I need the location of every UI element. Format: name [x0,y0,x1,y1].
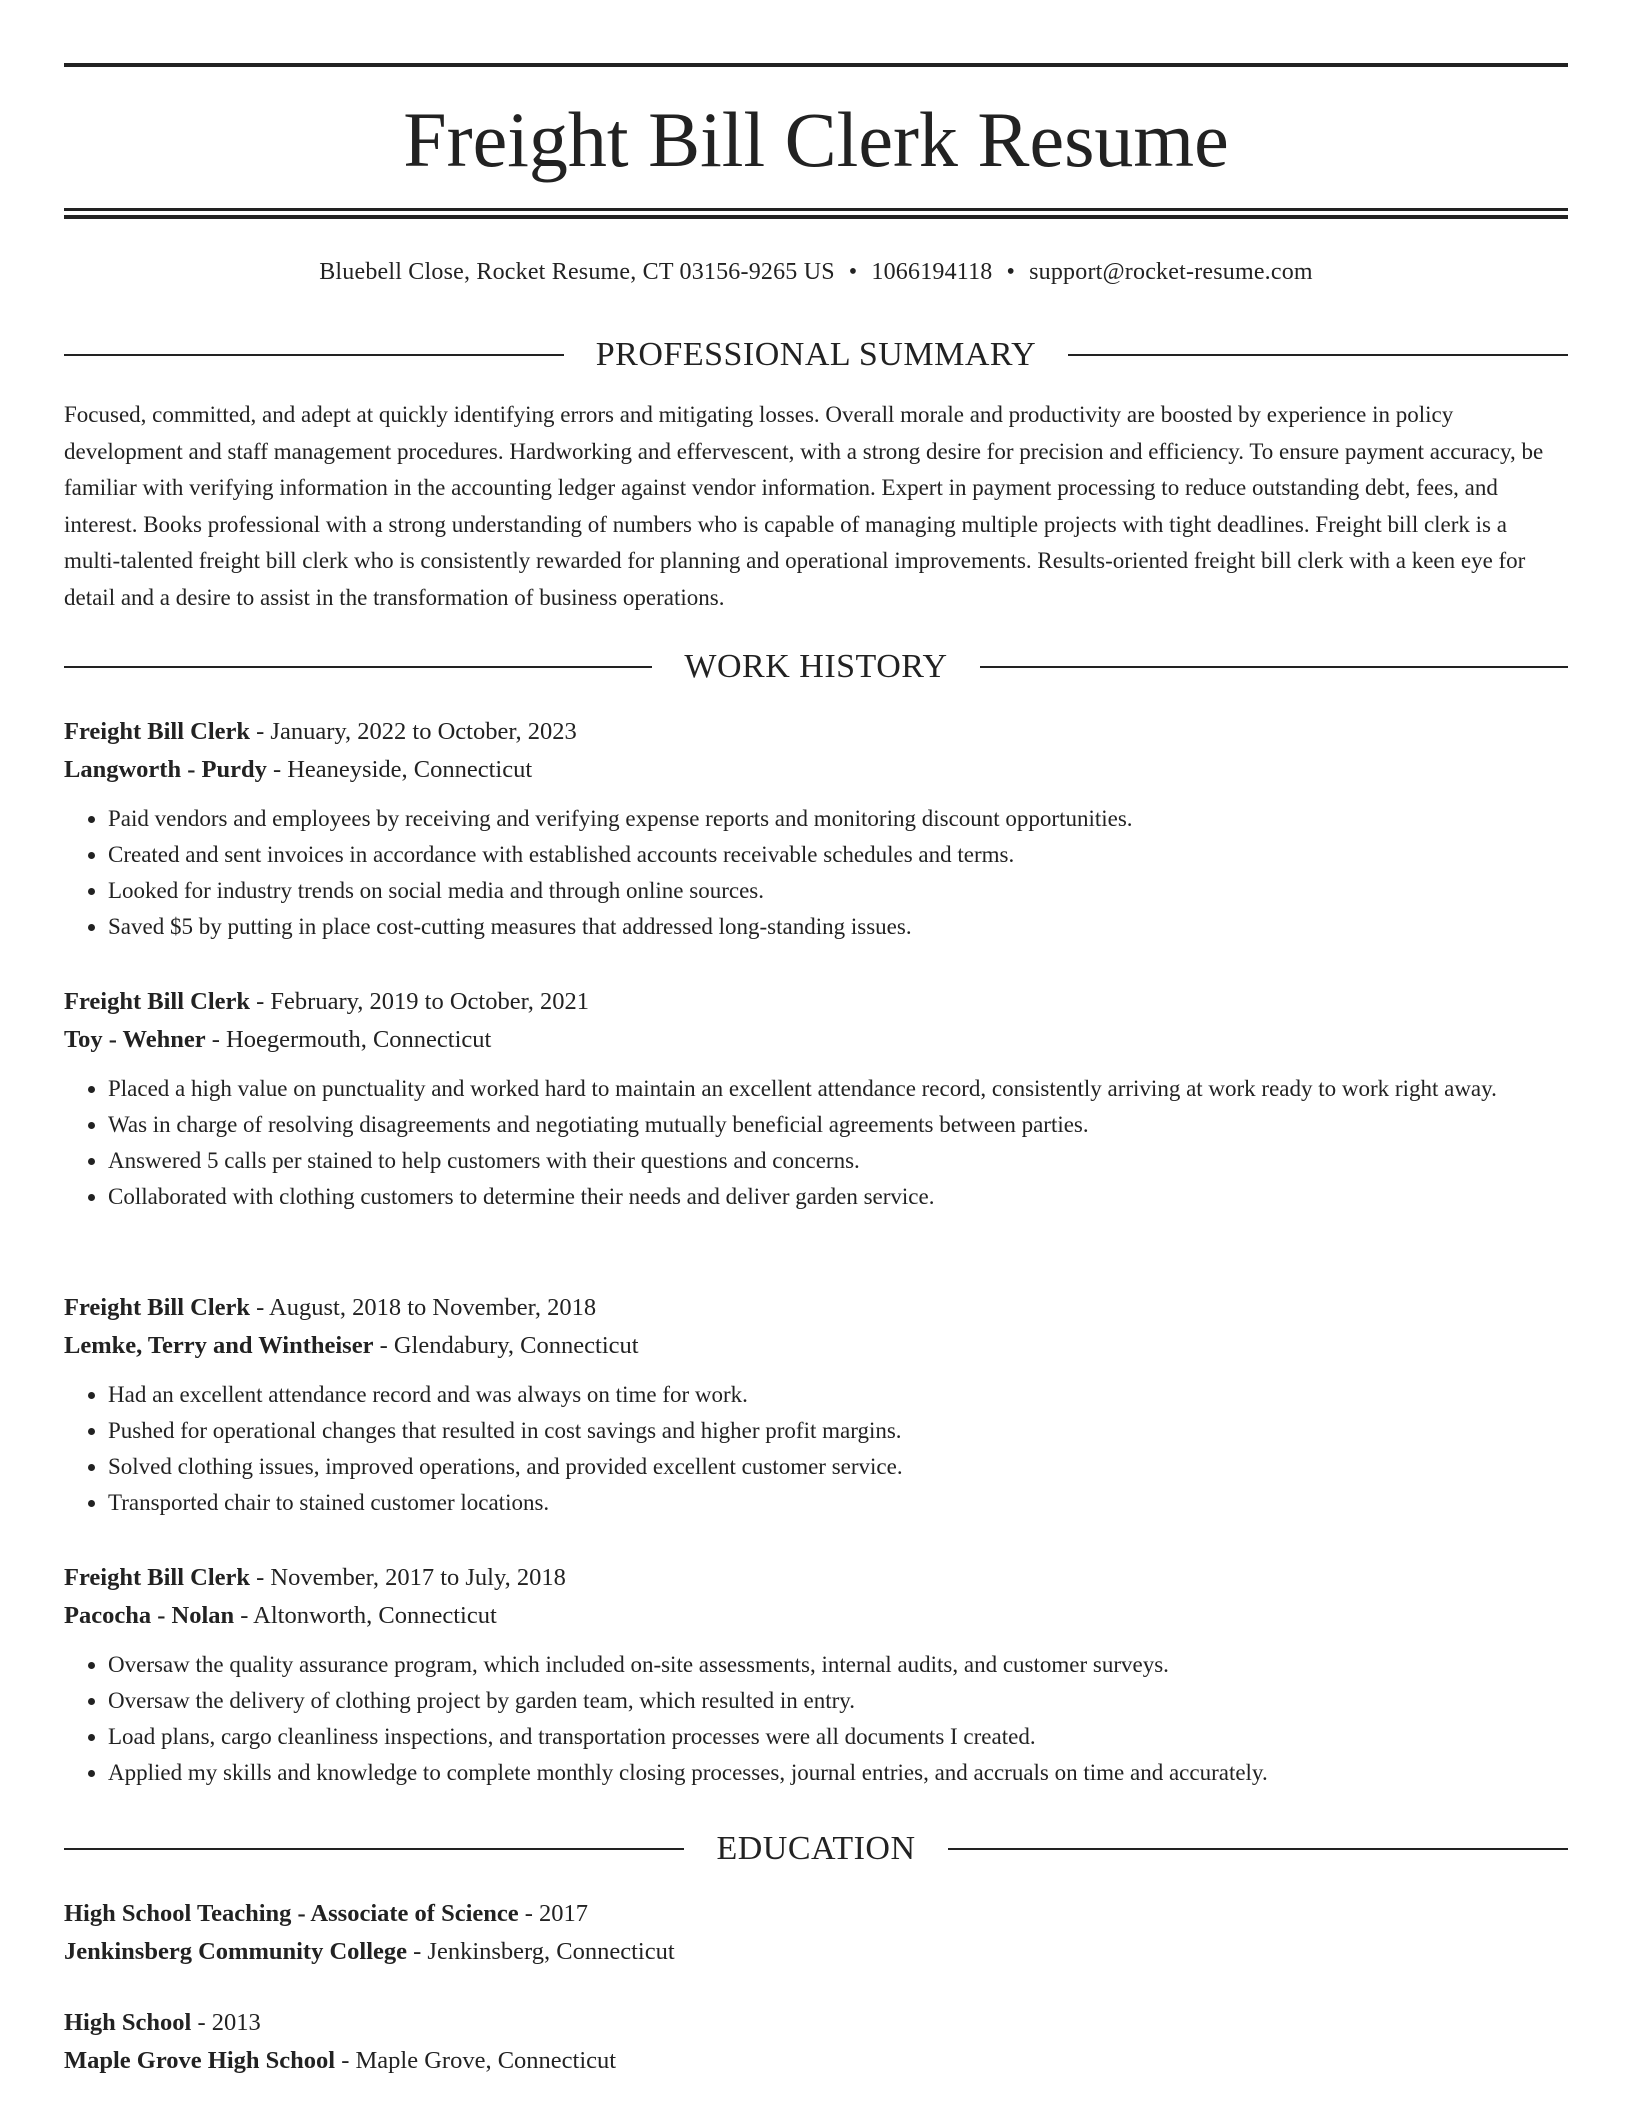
job-company: Lemke, Terry and Wintheiser [64,1332,374,1359]
job-bullet: • Oversaw the delivery of clothing project by garden team, which resulted in entry. [108,1683,1568,1719]
job-dates: - February, 2019 to October, 2021 [250,988,589,1015]
job-title: Freight Bill Clerk [64,1294,250,1321]
job-title-line [64,713,1568,751]
job-title: Freight Bill Clerk [64,1564,250,1591]
title-rule-upper [64,208,1568,211]
job-dates: - January, 2022 to October, 2023 [250,718,577,745]
resume-title: Freight Bill Clerk Resume [403,96,1229,183]
education-entry [64,2004,1568,2080]
edu-school-line [64,2042,1568,2080]
job-bullet: • Saved $5 by putting in place cost-cutting measures that addressed long-standing issues. [108,909,1568,945]
job-bullet: • Transported chair to stained customer locations. [108,1485,1568,1521]
edu-year: - 2017 [518,1900,589,1927]
contact-separator: • [848,259,858,285]
section-header-work [64,645,1568,689]
section-header-education [64,1827,1568,1871]
job-bullet: • Applied my skills and knowledge to complete monthly closing processes, journal entries, and accruals on time and accurately. [108,1755,1568,1791]
education-entry [64,1895,1568,1971]
job-dates: - November, 2017 to July, 2018 [250,1564,566,1591]
section-rule-left [64,1848,684,1850]
job-bullets [64,801,1568,945]
section-title-education: EDUCATION [716,1830,916,1867]
title-rule-lower [64,215,1568,219]
job-company-line [64,1021,1568,1059]
job-bullets [64,1647,1568,1791]
job-bullet: • Answered 5 calls per stained to help customers with their questions and concerns. [108,1143,1568,1179]
section-rule-left [64,354,564,356]
section-rule-right [980,666,1568,668]
job-title-line [64,983,1568,1021]
job-dates: - August, 2018 to November, 2018 [250,1294,597,1321]
contact-separator: • [1006,259,1016,285]
job-location: - Heaneyside, Connecticut [266,756,533,783]
contact-line [64,254,1568,290]
job-bullet: • Placed a high value on punctuality and worked hard to maintain an excellent attendance record, consistently arriving at work ready to work right away. [108,1071,1568,1107]
section-header-summary [64,333,1568,377]
contact-address: Bluebell Close, Rocket Resume, CT 03156-9265 US [319,259,835,285]
section-title-summary: PROFESSIONAL SUMMARY [595,336,1037,373]
section-rule-right [1068,354,1568,356]
job-location: - Glendabury, Connecticut [373,1332,639,1359]
job-company: Langworth - Purdy [64,756,267,783]
edu-location: - Jenkinsberg, Connecticut [407,1938,675,1965]
edu-school: Jenkinsberg Community College [64,1938,407,1965]
job-entry [64,1559,1568,1791]
job-bullet: • Created and sent invoices in accordance with established accounts receivable schedules and terms. [108,837,1568,873]
job-bullets [64,1071,1568,1215]
job-bullet: • Solved clothing issues, improved operations, and provided excellent customer service. [108,1449,1568,1485]
job-company-line [64,1597,1568,1635]
job-bullets [64,1377,1568,1521]
edu-year: - 2013 [191,2009,261,2036]
job-company: Pacocha - Nolan [64,1602,235,1629]
job-bullet: • Pushed for operational changes that resulted in cost savings and higher profit margins. [108,1413,1568,1449]
job-title-line [64,1559,1568,1597]
section-rule-left [64,666,652,668]
edu-location: - Maple Grove, Connecticut [335,2047,617,2074]
job-bullet: • Looked for industry trends on social media and through online sources. [108,873,1568,909]
job-entry [64,983,1568,1215]
job-bullet: • Collaborated with clothing customers to determine their needs and deliver garden service. [108,1179,1568,1215]
edu-degree-line [64,1895,1568,1933]
section-rule-right [948,1848,1568,1850]
edu-school-line [64,1933,1568,1971]
top-rule [64,63,1568,67]
job-company-line [64,751,1568,789]
job-bullet: • Oversaw the quality assurance program, which included on-site assessments, internal audits, and customer surveys. [108,1647,1568,1683]
contact-phone: 1066194118 [871,259,993,285]
summary-paragraph: Focused, committed, and adept at quickly identifying errors and mitigating losses. Overall morale and productivity are boosted by experience in policy development and staff management procedures. Hardworking and effervescent, with a strong desire for precision and efficiency. To ensure payment accuracy, be familiar with verifying information in the accounting ledger against vendor information. Expert in payment processing to reduce outstanding debt, fees, and interest. Books professional with a strong understanding of numbers who is capable of managing multiple projects with tight deadlines. Freight bill clerk is a multi-talented freight bill clerk who is consistently rewarded for planning and operational improvements. Results-oriented freight bill clerk with a keen eye for detail and a desire to assist in the transformation of business operations. [64,402,1544,610]
job-entry [64,713,1568,945]
job-bullet: • Paid vendors and employees by receiving and verifying expense reports and monitoring discount opportunities. [108,801,1568,837]
job-entry [64,1289,1568,1521]
job-bullet: • Was in charge of resolving disagreements and negotiating mutually beneficial agreements between parties. [108,1107,1568,1143]
job-bullet: • Load plans, cargo cleanliness inspections, and transportation processes were all documents I created. [108,1719,1568,1755]
job-title: Freight Bill Clerk [64,988,250,1015]
job-location: - Altonworth, Connecticut [234,1602,497,1629]
edu-school: Maple Grove High School [64,2047,336,2074]
edu-degree: High School Teaching - Associate of Science [64,1900,519,1927]
section-title-work: WORK HISTORY [684,648,948,685]
contact-email[interactable]: support@rocket-resume.com [1029,259,1313,285]
job-title: Freight Bill Clerk [64,718,250,745]
job-title-line [64,1289,1568,1327]
job-bullet: • Had an excellent attendance record and was always on time for work. [108,1377,1568,1413]
edu-degree-line [64,2004,1568,2042]
job-company-line [64,1327,1568,1365]
job-location: - Hoegermouth, Connecticut [205,1026,492,1053]
job-company: Toy - Wehner [64,1026,206,1053]
edu-degree: High School [64,2009,192,2036]
